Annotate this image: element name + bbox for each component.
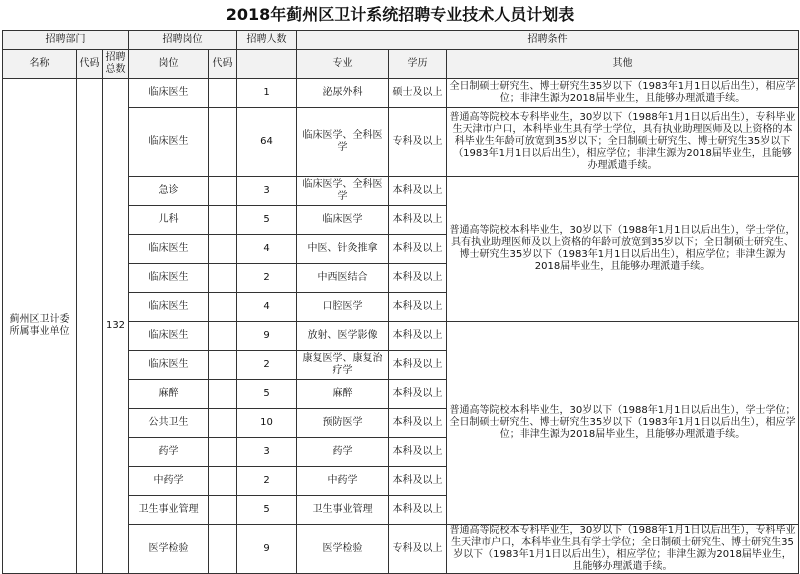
edu-cell: 本科及以上 — [389, 264, 447, 293]
post-cell: 麻醉 — [129, 380, 209, 409]
edu-cell: 硕士及以上 — [389, 79, 447, 108]
major-cell: 口腔医学 — [297, 293, 389, 322]
count-cell: 4 — [237, 235, 297, 264]
count-cell: 4 — [237, 293, 297, 322]
unit-code — [77, 79, 103, 574]
major-cell: 临床医学 — [297, 206, 389, 235]
post-cell: 药学 — [129, 438, 209, 467]
edu-cell: 本科及以上 — [389, 293, 447, 322]
header-code: 代码 — [77, 50, 103, 79]
major-cell: 预防医学 — [297, 409, 389, 438]
header-dept: 招聘部门 — [3, 31, 129, 50]
count-cell: 2 — [237, 467, 297, 496]
major-cell: 卫生事业管理 — [297, 496, 389, 525]
major-cell: 麻醉 — [297, 380, 389, 409]
conditions-cell: 普通高等院校本专科毕业生，30岁以下（1988年1月1日以后出生），专科毕业生天津市户口，本科毕业生具有学士学位，具有执业助理医师及以上资格的本科毕业生年龄可放宽到35岁以下；全日制硕士研究生、博士研究生35岁以下（1983年1月1日以后出生），相应学位；非津生源为2018届毕业生，且能够办理派遣手续。 — [447, 108, 799, 177]
post-cell: 公共卫生 — [129, 409, 209, 438]
header-total: 招聘总数 — [103, 50, 129, 79]
edu-cell: 本科及以上 — [389, 409, 447, 438]
count-cell: 5 — [237, 206, 297, 235]
count-cell: 3 — [237, 438, 297, 467]
post-cell: 中药学 — [129, 467, 209, 496]
post-code-cell — [209, 351, 237, 380]
post-cell: 儿科 — [129, 206, 209, 235]
post-cell: 医学检验 — [129, 525, 209, 574]
header-education: 学历 — [389, 50, 447, 79]
conditions-cell: 全日制硕士研究生、博士研究生35岁以下（1983年1月1日以后出生），相应学位；非津生源为2018届毕业生，且能够办理派遣手续。 — [447, 79, 799, 108]
post-code-cell — [209, 264, 237, 293]
edu-cell: 本科及以上 — [389, 206, 447, 235]
major-cell: 泌尿外科 — [297, 79, 389, 108]
edu-cell: 本科及以上 — [389, 467, 447, 496]
header-post-code: 代码 — [209, 50, 237, 79]
edu-cell: 专科及以上 — [389, 525, 447, 574]
major-cell: 中医、针灸推拿 — [297, 235, 389, 264]
count-cell: 5 — [237, 496, 297, 525]
header-major: 专业 — [297, 50, 389, 79]
header-filler — [237, 50, 297, 79]
count-cell: 5 — [237, 380, 297, 409]
count-cell: 1 — [237, 79, 297, 108]
post-code-cell — [209, 79, 237, 108]
count-cell: 2 — [237, 351, 297, 380]
header-post-group: 招聘岗位 — [129, 31, 237, 50]
post-code-cell — [209, 322, 237, 351]
post-code-cell — [209, 108, 237, 177]
post-code-cell — [209, 380, 237, 409]
major-cell: 医学检验 — [297, 525, 389, 574]
header-name: 名称 — [3, 50, 77, 79]
post-cell: 卫生事业管理 — [129, 496, 209, 525]
table-row — [3, 79, 799, 108]
conditions-cell: 普通高等院校本科毕业生，30岁以下（1988年1月1日以后出生），学士学位；全日制硕士研究生、博士研究生35岁以下（1983年1月1日以后出生），相应学位；非津生源为2018届毕业生，且能够办理派遣手续。 — [447, 322, 799, 525]
post-code-cell — [209, 235, 237, 264]
count-cell: 9 — [237, 525, 297, 574]
post-code-cell — [209, 525, 237, 574]
post-code-cell — [209, 467, 237, 496]
count-cell: 2 — [237, 264, 297, 293]
edu-cell: 本科及以上 — [389, 351, 447, 380]
post-cell: 临床医生 — [129, 235, 209, 264]
major-cell: 中药学 — [297, 467, 389, 496]
count-cell: 10 — [237, 409, 297, 438]
page-title: 2018年蓟州区卫计系统招聘专业技术人员计划表 — [0, 0, 800, 30]
post-code-cell — [209, 293, 237, 322]
count-cell: 9 — [237, 322, 297, 351]
header-other: 其他 — [447, 50, 799, 79]
edu-cell: 本科及以上 — [389, 380, 447, 409]
post-cell: 临床医生 — [129, 351, 209, 380]
post-cell: 临床医生 — [129, 79, 209, 108]
major-cell: 药学 — [297, 438, 389, 467]
edu-cell: 专科及以上 — [389, 108, 447, 177]
header-recruit-count: 招聘人数 — [237, 31, 297, 50]
post-cell: 急诊 — [129, 177, 209, 206]
count-cell: 64 — [237, 108, 297, 177]
header-conditions: 招聘条件 — [297, 31, 799, 50]
edu-cell: 本科及以上 — [389, 438, 447, 467]
major-cell: 放射、医学影像 — [297, 322, 389, 351]
post-cell: 临床医生 — [129, 264, 209, 293]
total-count: 132 — [103, 79, 129, 574]
post-cell: 临床医生 — [129, 293, 209, 322]
post-code-cell — [209, 438, 237, 467]
post-code-cell — [209, 206, 237, 235]
major-cell: 康复医学、康复治疗学 — [297, 351, 389, 380]
edu-cell: 本科及以上 — [389, 235, 447, 264]
edu-cell: 本科及以上 — [389, 496, 447, 525]
post-cell: 临床医生 — [129, 322, 209, 351]
post-cell: 临床医生 — [129, 108, 209, 177]
header-row-1 — [3, 31, 799, 50]
recruitment-table — [2, 30, 799, 574]
conditions-cell: 普通高等院校本科毕业生，30岁以下（1988年1月1日以后出生），学士学位，具有执业助理医师及以上资格的年龄可放宽到35岁以下；全日制硕士研究生、博士研究生35岁以下（1983年1月1日以后出生），相应学位；非津生源为2018届毕业生，且能够办理派遣手续。 — [447, 177, 799, 322]
major-cell: 临床医学、全科医学 — [297, 177, 389, 206]
header-post: 岗位 — [129, 50, 209, 79]
count-cell: 3 — [237, 177, 297, 206]
conditions-cell: 普通高等院校本专科毕业生，30岁以下（1988年1月1日以后出生），专科毕业生天津市户口，本科毕业生具有学士学位；全日制硕士研究生、博士研究生35岁以下（1983年1月1日以后出生），相应学位；非津生源为2018届毕业生，且能够办理派遣手续。 — [447, 525, 799, 574]
post-code-cell — [209, 177, 237, 206]
edu-cell: 本科及以上 — [389, 322, 447, 351]
post-code-cell — [209, 409, 237, 438]
major-cell: 中西医结合 — [297, 264, 389, 293]
unit-name: 蓟州区卫计委所属事业单位 — [3, 79, 77, 574]
edu-cell: 本科及以上 — [389, 177, 447, 206]
major-cell: 临床医学、全科医学 — [297, 108, 389, 177]
